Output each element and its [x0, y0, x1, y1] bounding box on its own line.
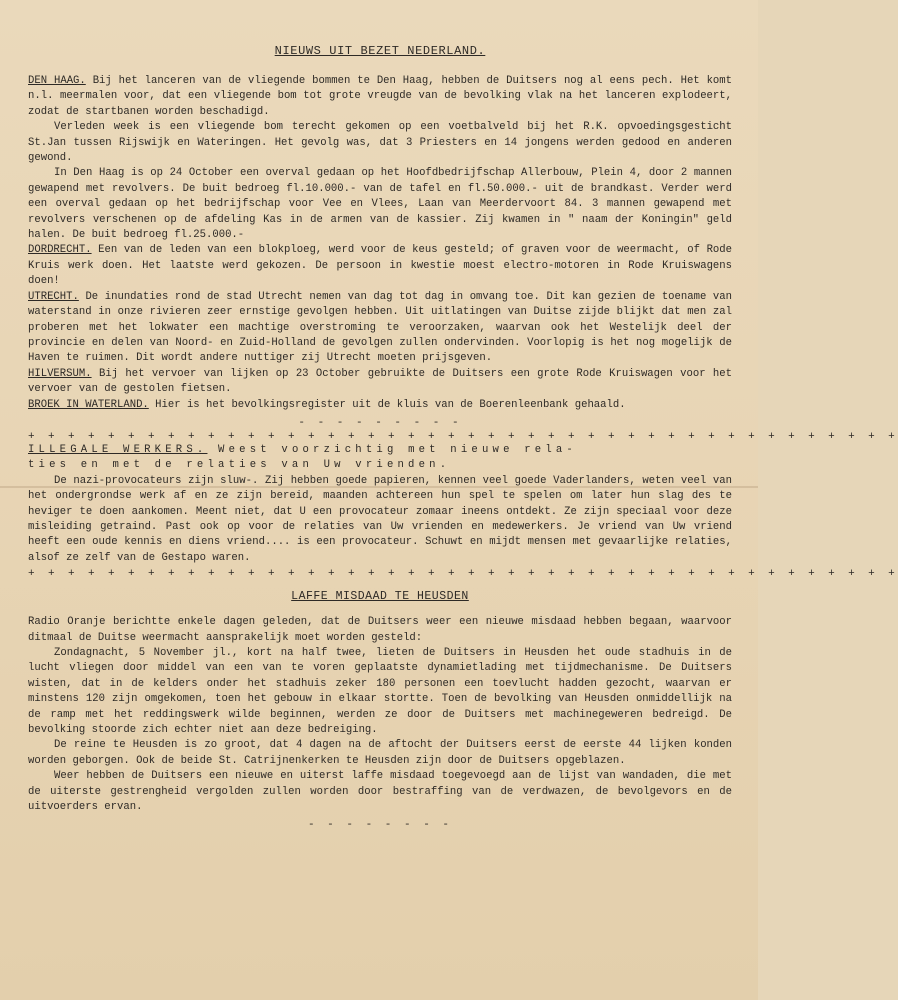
end-separator: - - - - - - - -: [307, 819, 453, 832]
city-tag: BROEK IN WATERLAND.: [28, 398, 149, 411]
news-paragraph: [28, 243, 732, 289]
section-title-heusden: LAFFE MISDAAD TE HEUSDEN: [291, 590, 469, 604]
heusden-paragraph: Radio Oranje berichtte enkele dagen geleden, dat de Duitsers weer een nieuwe misdaad hebben begaan, waarvoor ditmaal de Duitse weermacht aansprakelijk moet worden gesteld:: [28, 616, 732, 644]
warning-heading-line-1: Weest voorzichtig met nieuwe rela-: [207, 443, 577, 456]
cross-separator-top: + + + + + + + + + + + + + + + + + + + + + + + + + + + + + + + + + + + + + + + + + + + +: [28, 430, 898, 443]
paragraph-text: In Den Haag is op 24 October een overval gedaan op het Hoofdbedrijfschap Allerbouw, Plein 4, door 2 mannen gewapend met revolvers. De buit bedroeg fl.10.000.- van de tafel en fl.50.000.- uit de brandkast. Verder werd een overval gedaan op het bedrijfschap voor Vee en Vlees, Laan van Meerdervoort 84. 3 mannen gewapend met revolvers verschenen op de afdeling Kas in de armen van de kassier. Zij kwamen in " naam der Koningin" geld halen. De buit bedroeg fl.25.000.-: [28, 167, 732, 242]
short-separator: - - - - - - - - -: [298, 416, 462, 429]
heusden-paragraph: Zondagnacht, 5 November jl., kort na half twee, lieten de Duitsers in Heusden het oude stadhuis in de lucht vliegen door middel van een van te voren geplaatste dynamietlading met tijdmechanisme. De Duitsers wisten, dat in de kelders onder het stadhuis zeker 180 personen een toevlucht hadden gezocht, waarvan er minstens 120 zijn omgekomen, toen het gebouw in elkaar stortte. Toen de bevolking van Heusden onmiddellijk na de ramp met het reddingswerk wilde beginnen, werden ze door de Duitsers met machinegeweren bedreigd. De bevolking stoorde zich echter niet aan deze bedreiging.: [28, 647, 732, 737]
paragraph-text: Een van de leden van een blokploeg, werd voor de keus gesteld; of graven voor de weermacht, of Rode Kruis werk doen. Het laatste werd gekozen. De persoon in kwestie moest electro-motoren in Rode Kruiswagens doen!: [28, 244, 732, 288]
cross-separator-bottom: + + + + + + + + + + + + + + + + + + + + + + + + + + + + + + + + + + + + + + + + + + + +: [28, 568, 898, 581]
heusden-paragraph: De reine te Heusden is zo groot, dat 4 dagen na de aftocht der Duitsers eerst de eerste 44 lijken konden worden geborgen. Ook de beide St. Catrijnenkerken te Heusden zijn door de Duitsers opgeblazen.: [28, 739, 732, 767]
news-paragraph: [28, 74, 732, 120]
paragraph-text: Hier is het bevolkingsregister uit de kluis van de Boerenleenbank gehaald.: [148, 398, 626, 411]
paragraph-text: Bij het vervoer van lijken op 23 October gebruikte de Duitsers een grote Rode Kruiswagen voor het vervoer van de gestolen fietsen.: [28, 367, 732, 396]
paragraph-text: Verleden week is een vliegende bom terecht gekomen op een voetbalveld bij het R.K. opvoedingsgesticht St.Jan tussen Rijswijk en Wateringen. Het gevolg was, dat 3 Priesters en 14 jongens werden gedood en anderen gewond.: [28, 121, 732, 165]
city-tag: DEN HAAG.: [28, 75, 86, 87]
warning-heading: [28, 443, 732, 458]
heusden-paragraph: Weer hebben de Duitsers een nieuwe en uiterst laffe misdaad toegevoegd aan de lijst van wandaden, die met de uiterste gestrengheid vergolden zullen worden door bestraffing van de verdwazen, de bevolgevors en de uitvoerders ervan.: [28, 770, 732, 814]
paper-fold: [0, 486, 758, 488]
city-tag: HILVERSUM.: [28, 367, 92, 380]
paragraph-text: Bij het lanceren van de vliegende bommen te Den Haag, hebben de Duitsers nog al eens pech. Het komt n.l. meermalen voor, dat een vliegende bom tot grote vreugde van de bevolking vlak na het lanceren explodeert, zodat de startbanen worden beschadigd.: [28, 75, 733, 118]
city-tag: UTRECHT.: [28, 290, 79, 303]
warning-tag: ILLEGALE WERKERS.: [28, 443, 208, 456]
news-paragraph: [28, 367, 732, 398]
news-paragraph: [28, 398, 732, 413]
news-paragraph: [28, 290, 732, 367]
news-paragraph: [28, 120, 732, 166]
heusden-section: [28, 615, 732, 815]
paragraph-text: De inundaties rond de stad Utrecht nemen van dag tot dag in omvang toe. Dit kan gezien de toename van waterstand in onze rivieren zeer ernstige gevolgen hebben. Uit uitlatingen van Duitse zijde blijkt dat men zal proberen met het lokwater een machtige overstroming te veroorzaken, waarvan ook het Westelijk deel der provincie en delen van Noord- en Zuid-Holland de gevolgen zullen ondervinden. Voorlopig is het nog mogelijk de Haven te ruimen. Dit wordt andere nuttiger zij Utrecht moeten prijsgeven.: [28, 290, 732, 365]
city-tag: DORDRECHT.: [28, 244, 92, 257]
news-section: [28, 74, 732, 413]
warning-paragraph: De nazi-provocateurs zijn sluw-. Zij hebben goede papieren, kennen veel goede Vaderlanders, weten veel van het ondergrondse werk af en ze zijn bereid, maanden achtereen hun spel te spelen om later hun slag des te heviger te doen aankomen. Meent niet, dat U een provocateur zomaar ineens ontdekt. Ze zijn speciaal voor deze misleiding getraind. Past ook op voor de relaties van Uw vrienden en medewerkers. Je vriend van Uw vriend heeft een oude kennis en diens vriend.... is een provocateur. Schuwt en mijdt mensen met gevaarlijke relaties, alsof ze zelf van de Gestapo waren.: [28, 474, 732, 564]
document-title: NIEUWS UIT BEZET NEDERLAND.: [274, 44, 486, 58]
warning-heading-line-2: ties en met de relaties van Uw vrienden.: [28, 459, 451, 472]
news-paragraph: [28, 166, 732, 243]
